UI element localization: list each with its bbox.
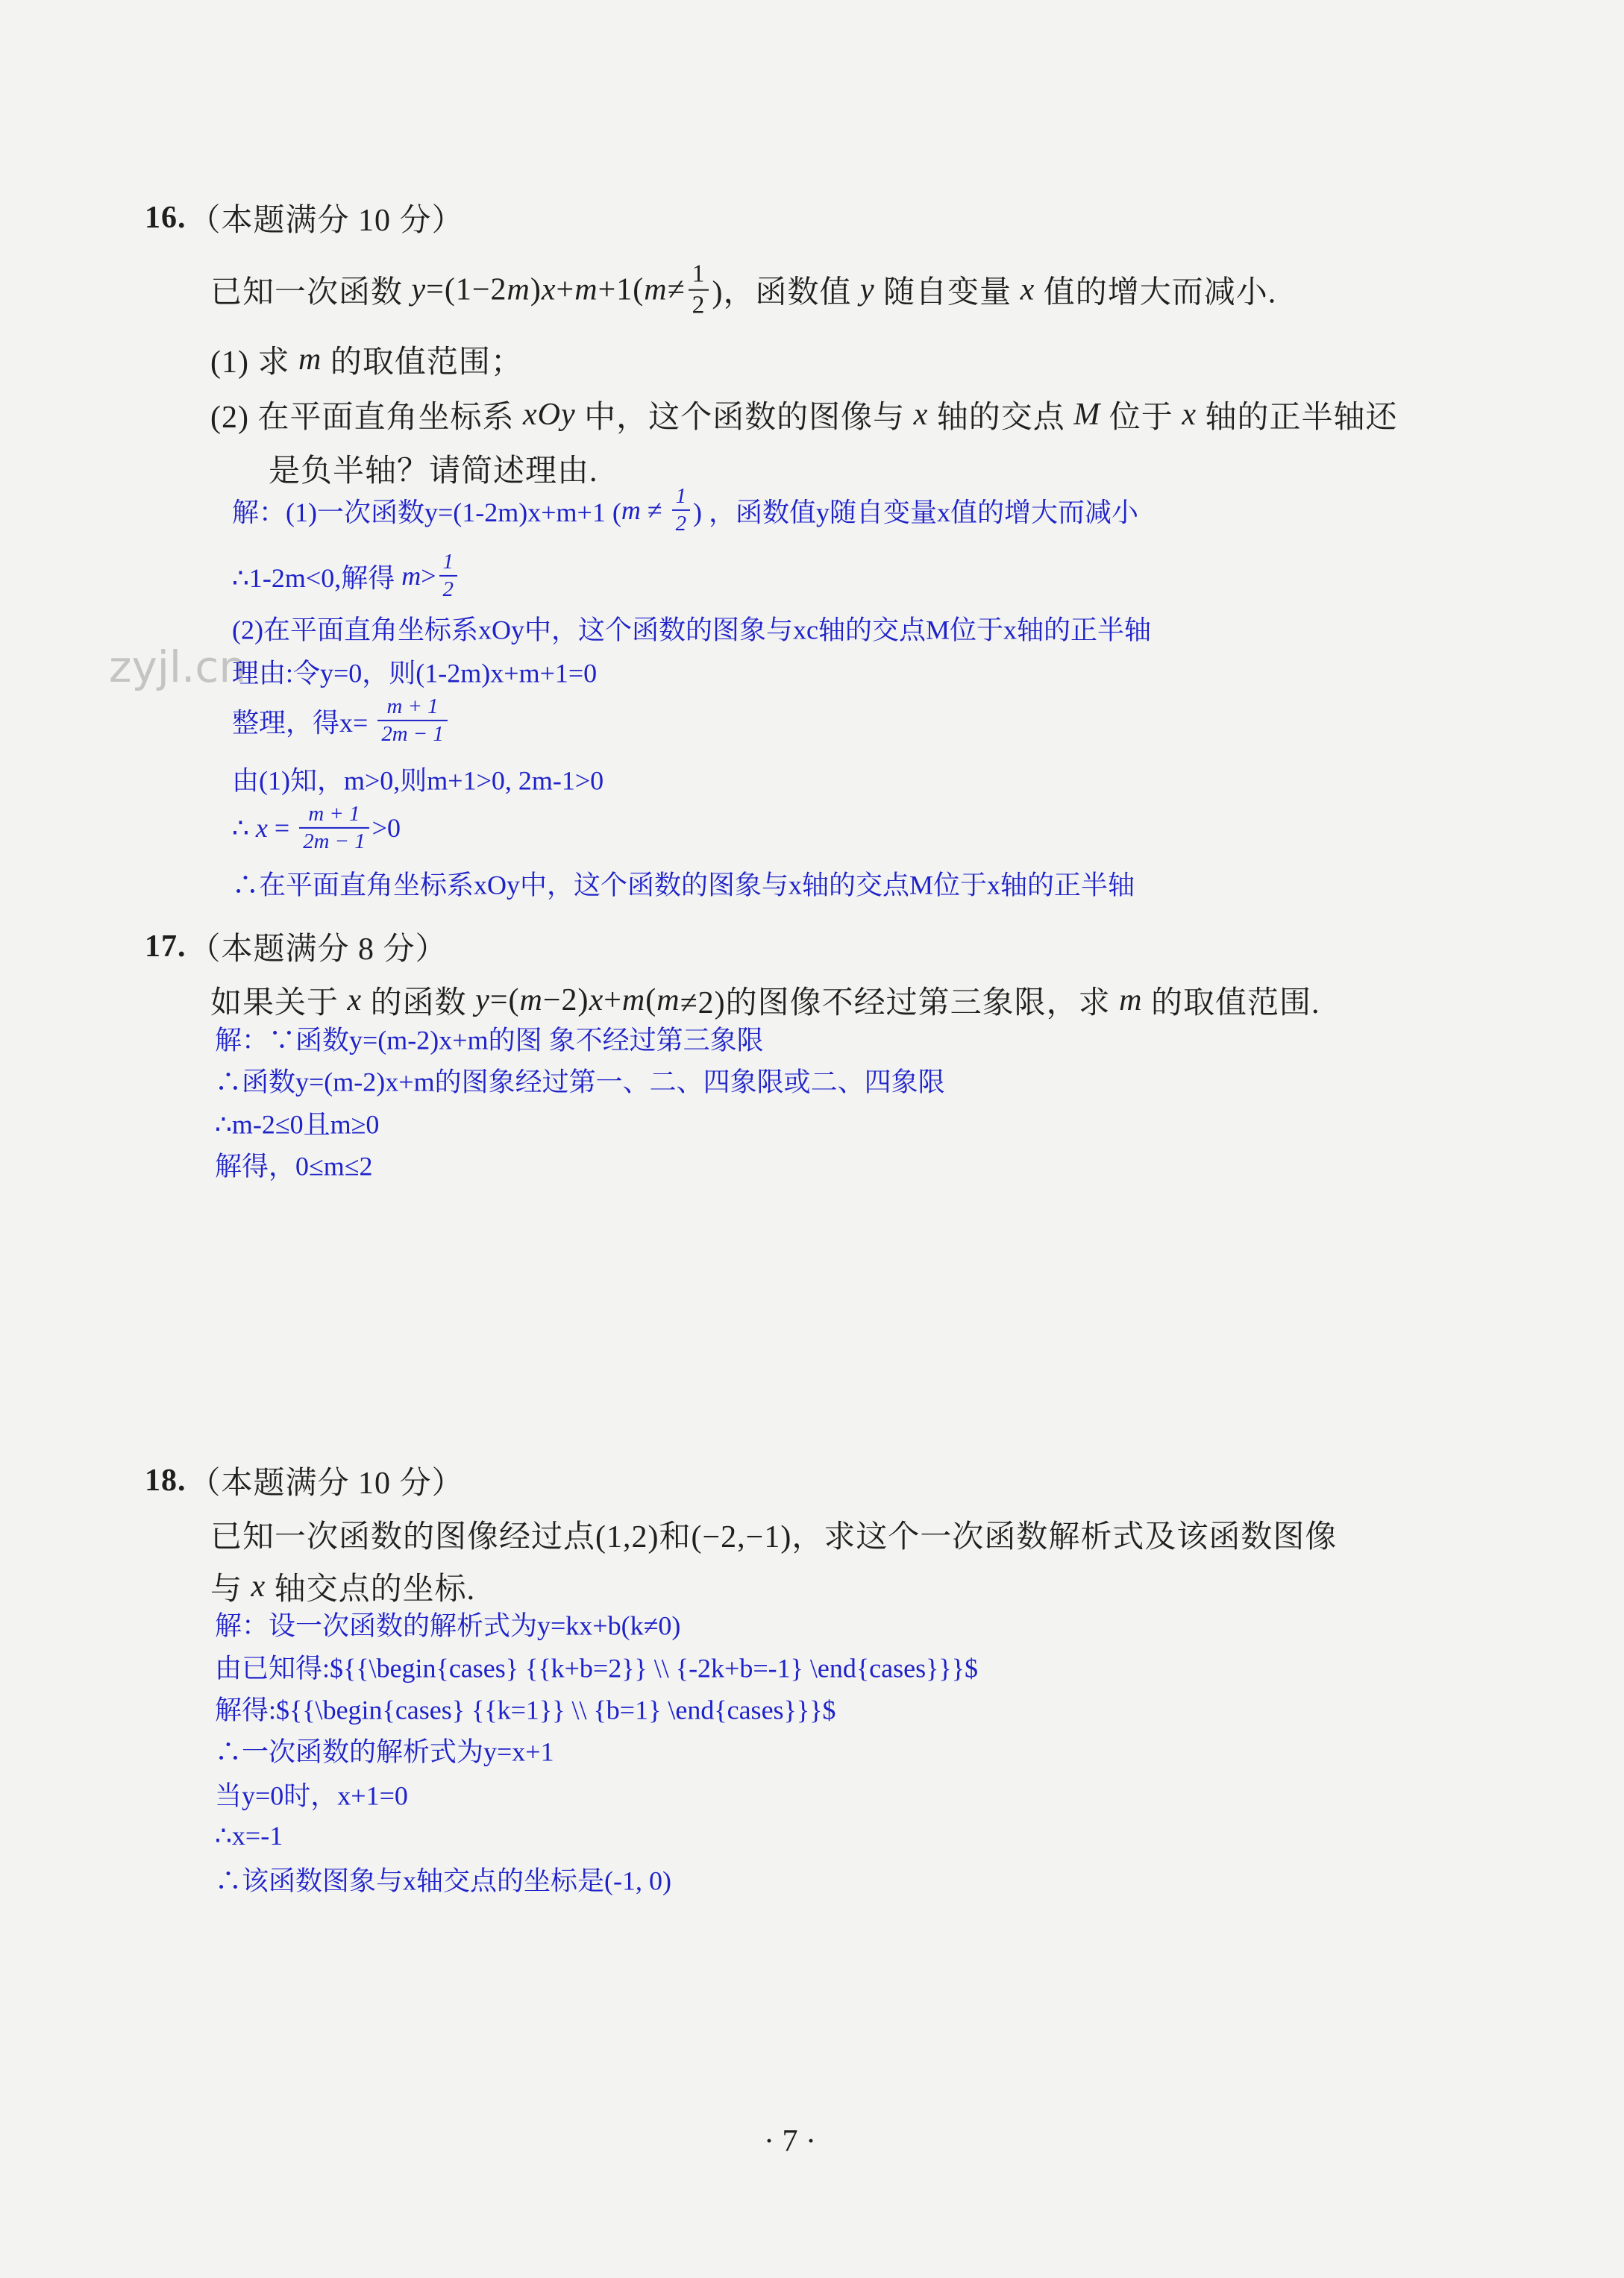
math-variable: x (1182, 398, 1197, 432)
math-variable: x (347, 983, 363, 1017)
text-segment: + (603, 983, 622, 1017)
answer-16-line-6: 由(1)知，m>0,则m+1>0, 2m-1>0 (232, 765, 604, 796)
fraction (672, 485, 690, 536)
problem-17-number: 17. (145, 929, 186, 964)
fraction-denominator: 2 (439, 575, 457, 601)
fraction-denominator: 2 (672, 509, 690, 536)
math-variable: m (507, 273, 530, 307)
text-segment: 轴交点的坐标. (266, 1572, 476, 1607)
text-segment: + (556, 273, 575, 307)
math-variable: y (475, 983, 490, 1017)
problem-16-stem-line-1 (210, 261, 1276, 320)
math-variable: m (574, 273, 598, 307)
answer-18-line-3: 解得:${{\begin{cases} {{k=1}} \\ {b=1} \end{cases}}}$ (215, 1695, 836, 1725)
text-segment: 中，这个函数的图像与 (575, 401, 914, 435)
answer-17-line-3: ∴m-2≤0且m≥0 (215, 1109, 380, 1140)
math-variable: m (621, 983, 646, 1017)
math-variable: x (589, 983, 604, 1017)
text-segment: ( (645, 983, 657, 1017)
problem-18-stem-line-1: 已知一次函数的图像经过点(1,2)和(−2,−1)，求这个一次函数解析式及该函数图像 (210, 1520, 1338, 1554)
answer-18-line-1: 解：设一次函数的解析式为y=kx+b(k≠0) (215, 1610, 681, 1641)
math-variable: x (1020, 273, 1035, 307)
text-segment: 的取值范围. (1142, 986, 1320, 1020)
problem-16-part-2-line-2: 是负半轴？请简述理由. (269, 454, 598, 489)
math-variable: m (1119, 983, 1143, 1017)
math-variable: m (519, 983, 543, 1017)
problem-16-part-1 (210, 337, 523, 382)
fraction (689, 261, 709, 320)
text-segment: 的函数 (362, 986, 476, 1020)
text-segment: 已知一次函数 (210, 276, 412, 310)
problem-17-stem-line-1 (210, 978, 1320, 1023)
math-variable: x (541, 273, 557, 307)
text-segment: 随自变量 (874, 276, 1021, 310)
answer-16-line-8: ∴在平面直角坐标系xOy中，这个函数的图象与x轴的交点M位于x轴的正半轴 (232, 870, 1135, 900)
fraction-denominator: 2m − 1 (299, 827, 369, 853)
problem-17-heading (145, 924, 448, 969)
answer-18-line-4: ∴一次函数的解析式为y=x+1 (215, 1736, 554, 1767)
problem-16-heading (145, 195, 464, 240)
problem-16-number: 16. (145, 201, 186, 235)
answer-18-line-5: 当y=0时，x+1=0 (215, 1780, 408, 1811)
problem-17-score: （本题满分 8 分） (189, 932, 448, 967)
text-segment: 位于 (1100, 401, 1182, 435)
text-segment: ≠2)的图像不经过第三象限，求 (680, 986, 1120, 1020)
problem-18-stem-line-2 (210, 1564, 475, 1609)
fraction-denominator: 2m − 1 (377, 720, 447, 746)
answer-16-line-1 (232, 485, 1138, 536)
math-variable: m (644, 273, 668, 307)
text-segment: =(1−2 (426, 273, 507, 307)
fraction-numerator: m + 1 (308, 801, 360, 826)
math-variable: x (913, 398, 929, 432)
fraction-numerator: m + 1 (386, 694, 439, 718)
text-segment: ) (530, 273, 542, 307)
problem-18-heading (145, 1458, 464, 1503)
text-segment: −2) (542, 983, 589, 1017)
problem-16-part-2-line-1 (210, 392, 1397, 437)
text-segment: ≠ (640, 495, 669, 525)
answer-17-line-2: ∴函数y=(m-2)x+m的图象经过第一、二、四象限或二、四象限 (215, 1067, 945, 1097)
fraction-numerator: 1 (692, 260, 706, 288)
fraction (439, 550, 457, 601)
fraction (299, 803, 369, 853)
answer-18-line-6: ∴x=-1 (215, 1821, 283, 1851)
page-number: · 7 · (764, 2124, 816, 2159)
answer-16-line-5 (232, 695, 451, 746)
text-segment: (1) 求 (210, 345, 298, 380)
text-segment: ≠ (667, 273, 686, 307)
text-segment: = (267, 813, 297, 843)
text-segment: 与 (210, 1572, 251, 1607)
answer-16-line-3: (2)在平面直角坐标系xOy中，这个函数的图象与xc轴的交点M位于x轴的正半轴 (232, 615, 1151, 645)
watermark: zyjl.cn (109, 641, 247, 692)
math-variable: m (656, 983, 680, 1017)
answer-18-line-7: ∴该函数图象与x轴交点的坐标是(-1, 0) (215, 1866, 671, 1896)
text-segment: ∴ (232, 813, 256, 843)
math-variable: x (255, 813, 268, 843)
math-variable: M (1073, 398, 1101, 432)
text-segment: 轴的正半轴还 (1196, 401, 1398, 435)
problem-18-score: （本题满分 10 分） (189, 1466, 464, 1501)
problem-18-number: 18. (145, 1463, 186, 1498)
text-segment: 解：(1)一次函数y=(1-2m)x+m+1 ( (232, 497, 621, 527)
text-segment: (2) 在平面直角坐标系 (210, 401, 523, 435)
text-segment: 值的增大而减小. (1035, 276, 1277, 310)
text-segment: )，函数值 (712, 276, 860, 310)
problem-16-score: （本题满分 10 分） (189, 204, 464, 238)
text-segment: ∴1-2m<0,解得 (232, 562, 402, 593)
answer-16-line-4: 理由:令y=0，则(1-2m)x+m+1=0 (232, 658, 598, 688)
text-segment: =( (489, 983, 520, 1017)
text-segment: +1( (598, 273, 645, 307)
answer-17-line-1: 解：∵函数y=(m-2)x+m的图 象不经过第三象限 (215, 1025, 764, 1055)
fraction-numerator: 1 (675, 483, 687, 508)
math-variable: y (859, 273, 875, 307)
text-segment: > (421, 561, 436, 591)
answer-16-line-7 (232, 803, 401, 853)
math-variable: m (401, 561, 421, 591)
math-variable: x (251, 1569, 266, 1604)
math-variable: m (621, 495, 641, 525)
fraction (377, 695, 447, 746)
answer-18-line-2: 由已知得:${{\begin{cases} {{k+b=2}} \\ {-2k+b=-1} \end{cases}}}$ (215, 1653, 978, 1684)
math-variable: y (411, 273, 427, 307)
text-segment: >0 (371, 813, 401, 843)
text-segment: 如果关于 (210, 986, 348, 1020)
fraction-denominator: 2 (689, 289, 709, 319)
text-segment: ) ，函数值y随自变量x值的增大而减小 (693, 497, 1139, 527)
math-variable: m (298, 342, 322, 377)
answer-16-line-2 (232, 550, 460, 601)
text-segment: 轴的交点 (928, 401, 1074, 435)
text-segment: 整理，得x= (232, 707, 375, 738)
fraction-numerator: 1 (442, 549, 454, 574)
math-variable: xOy (522, 398, 576, 432)
text-segment: 的取值范围； (322, 345, 523, 380)
answer-17-line-4: 解得，0≤m≤2 (215, 1151, 373, 1182)
